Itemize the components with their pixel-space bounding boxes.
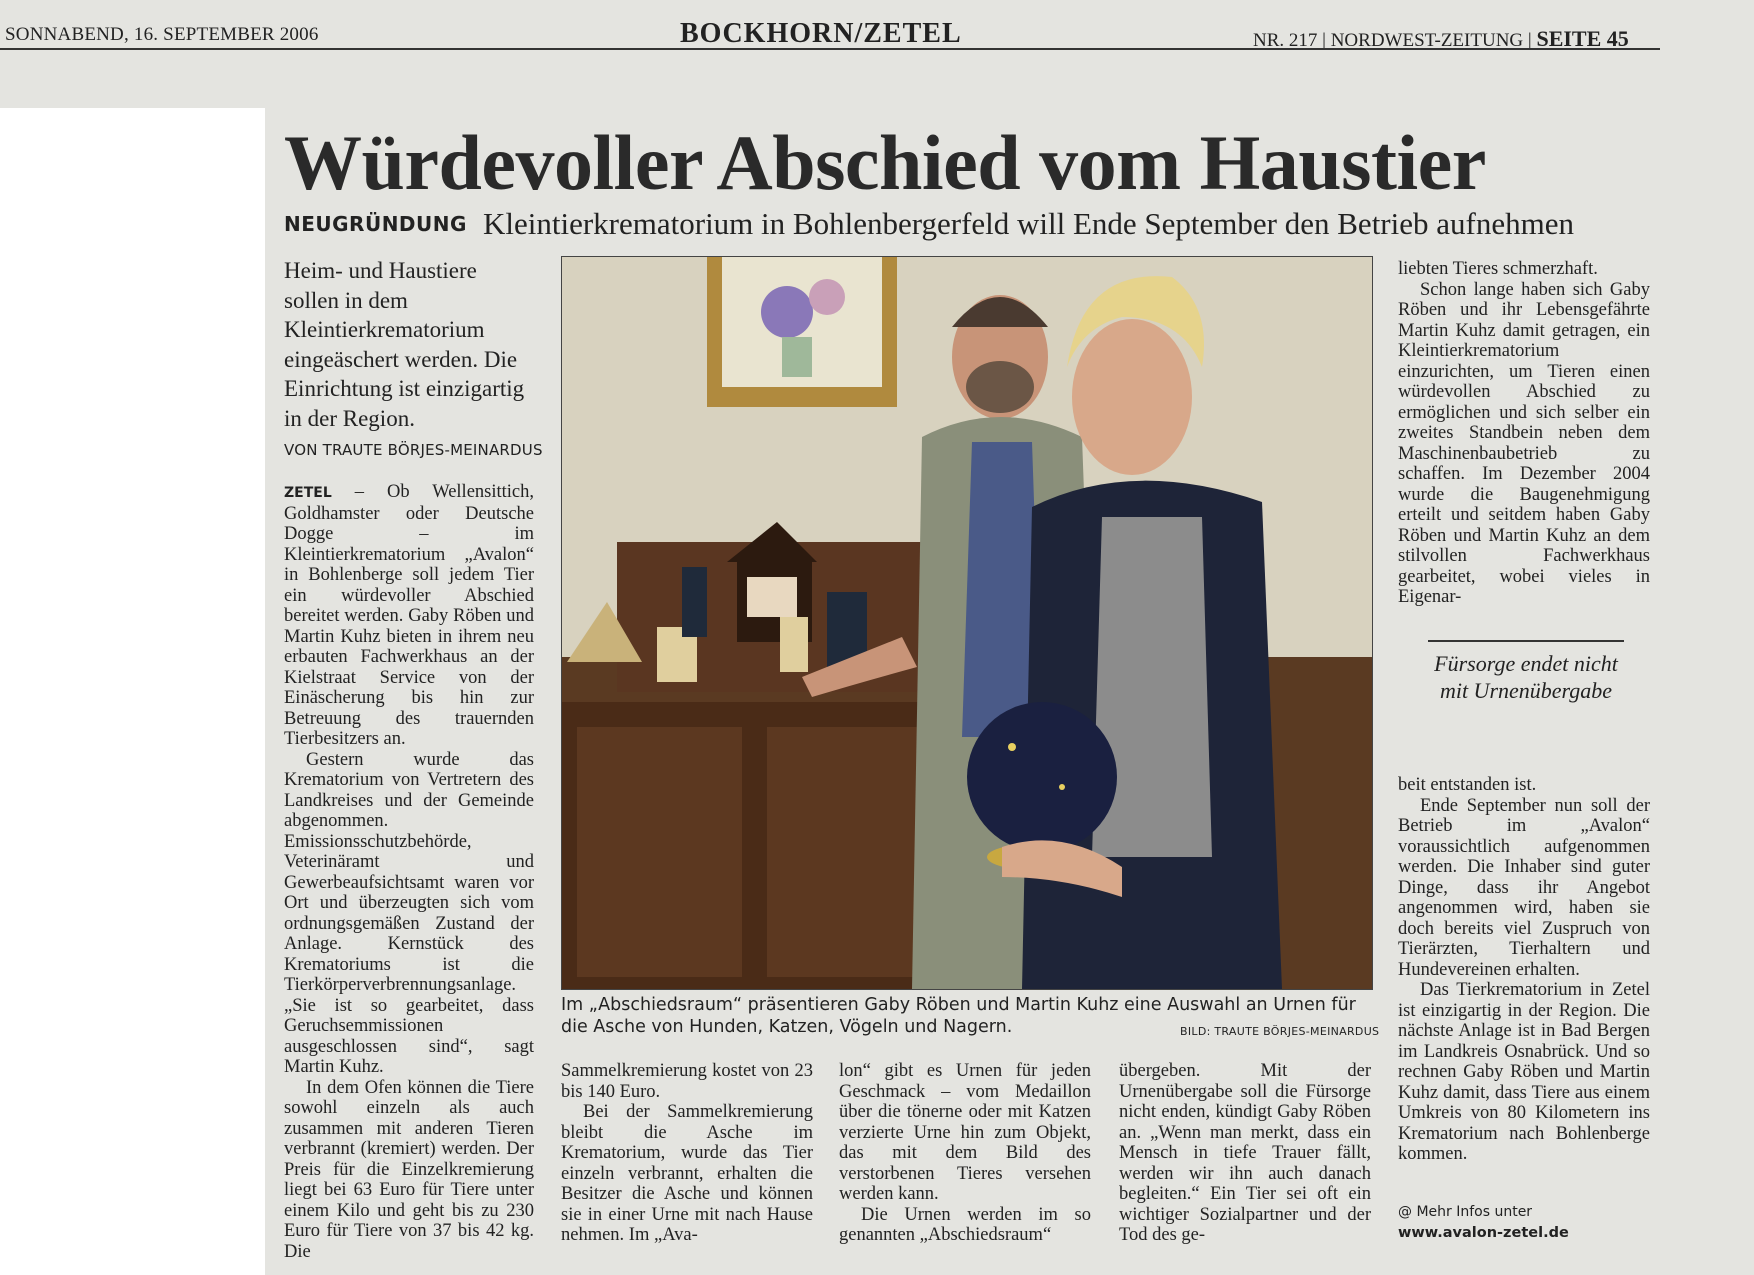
paragraph: Schon lange haben sich Gaby Röben und ihr Lebensgefährte Martin Kuhz damit getragen, ein Kleintierkrematorium einzurichten, um Tieren einen würdevollen Abschied zu ermöglichen und sich selber ein zweites Standbein neben dem Maschinenbaubetrieb zu schaffen. Im Dezember 2004 wurde die Baugenehmigung erteilt und seitdem haben Gaby Röben und Martin Kuhz an dem stilvollen Fachwerkhaus gearbeitet, wobei vieles in Eigenar- [1398,279,1650,607]
paragraph: ZETEL – Ob Wellensittich, Goldhamster oder Deutsche Dogge – im Kleintierkrematorium „Avalon“ in Bohlenberge soll jedem Tier ein würdevoller Abschied bereitet werden. Gaby Röben und Martin Kuhz bieten in ihrem neu erbauten Fachwerkhaus an der Kielstraat Service von der Einäscherung bis hin zur Betreuung des trauernden Tierbesitzers an. [284,482,534,749]
article-photo [561,256,1373,990]
pull-quote: Fürsorge endet nicht mit Urnenübergabe [1428,640,1624,704]
header-rule [0,48,1660,50]
article-column-5-bottom [1398,775,1650,1165]
paragraph: Sammelkremierung kostet von 23 bis 140 Euro. [561,1061,813,1102]
article-column-1 [284,482,534,1262]
article-subheadline: Kleintierkrematorium in Bohlenbergerfeld will Ende September den Betrieb aufnehmen [483,206,1574,241]
article-column-3 [839,1061,1091,1246]
dateline: ZETEL [284,485,332,501]
cabinet [562,522,952,989]
photo-credit: BILD: TRAUTE BÖRJES-MEINARDUS [1180,1025,1380,1038]
article-headline: Würdevoller Abschied vom Haustier [284,119,1486,206]
paragraph: Das Tierkrematorium in Zetel ist einzigartig in der Region. Die nächste Anlage ist in Bad Bergen im Landkreis Osnabrück. Und so rechnen Gaby Röben und Martin Kuhz damit, dass Tiere aus einem Umkreis von 80 Kilometern ins Krematorium nach Bohlenberge kommen. [1398,980,1650,1164]
paragraph: Bei der Sammelkremierung bleibt die Asche im Krematorium, wurde das Tier einzeln verbrannt, erhalten die Besitzer die Asche und können sie in einer Urne mit nach Hause nehmen. Im „Ava- [561,1102,813,1245]
article-column-5-top [1398,259,1650,608]
photo-illustration [562,257,1372,989]
page-number: SEITE 45 [1536,26,1629,51]
more-info-label: @ Mehr Infos unter [1398,1204,1533,1220]
paragraph: lon“ gibt es Urnen für jeden Geschmack – vom Medaillon über die tönerne oder mit Katzen verzierte Urne hin zum Objekt, das mit dem Bild des verstorbenen Tieres versehen werden kann. [839,1061,1091,1204]
article-byline: VON TRAUTE BÖRJES-MEINARDUS [284,441,543,459]
paragraph: Gestern wurde das Krematorium von Vertretern des Landkreises und der Gemeinde abgenommen. Emissionsschutzbehörde, Veterinäramt und Gewerbeaufsichtsamt waren vor Ort und überzeugten sich vom ordnungsgemäßen Zustand der Anlage. Kernstück des Krematoriums ist die Tierkörperverbrennungsanlage. „Sie ist so gearbeitet, dass Geruchsemmissionen ausgeschlossen sind“, sagt Martin Kuhz. [284,749,534,1077]
painting-frame [707,257,897,407]
paragraph: In dem Ofen können die Tiere sowohl einzeln als auch zusammen mit anderen Tieren verbrannt (kremiert) werden. Der Preis für die Einzelkremierung liegt bei 63 Euro für Tiere unter einem Kilo und geht bis zu 230 Euro für Tiere von 37 bis 42 kg. Die [284,1077,534,1262]
paragraph: Die Urnen werden im so genannten „Abschiedsraum“ [839,1204,1091,1245]
website-link: www.avalon-zetel.de [1398,1225,1569,1241]
issue-number: NR. 217 | NORDWEST-ZEITUNG | [1253,30,1532,51]
article-column-2 [561,1061,813,1246]
article-column-4 [1119,1061,1371,1246]
paragraph: übergeben. Mit der Urnenübergabe soll die Fürsorge nicht enden, kündigt Gaby Röben an. „Wenn man merkt, dass ein Mensch in tiefe Trauer fällt, werden wir ihn auch danach begleiten.“ Ein Tier sei oft ein wichtiger Sozialpartner und der Tod des ge- [1119,1061,1371,1245]
section-title: BOCKHORN/ZETEL [680,18,962,49]
issue-date: SONNABEND, 16. SEPTEMBER 2006 [5,24,319,45]
paragraph: beit entstanden ist. [1398,775,1537,795]
blank-margin [0,108,265,1275]
photo-caption: Im „Abschiedsraum“ präsentieren Gaby Röben und Martin Kuhz eine Auswahl an Urnen für die Asche von Hunden, Katzen, Vögeln und Nagern. [561,995,1356,1037]
article-kicker: NEUGRÜNDUNG [284,212,467,236]
paragraph: liebten Tieres schmerzhaft. [1398,259,1598,279]
article-teaser: Heim- und Haustiere sollen in dem Kleintierkrematorium eingeäschert werden. Die Einrichtung ist einzigartig in der Region. [284,258,525,431]
paragraph: Ende September nun soll der Betrieb im „Avalon“ voraussichtlich aufgenommen werden. Die Inhaber sind guter Dinge, dass ihr Angebot angenommen wird, haben sie doch bereits viel Zuspruch von Tierärzten, Tierhaltern und Hundevereinen erhalten. [1398,795,1650,980]
